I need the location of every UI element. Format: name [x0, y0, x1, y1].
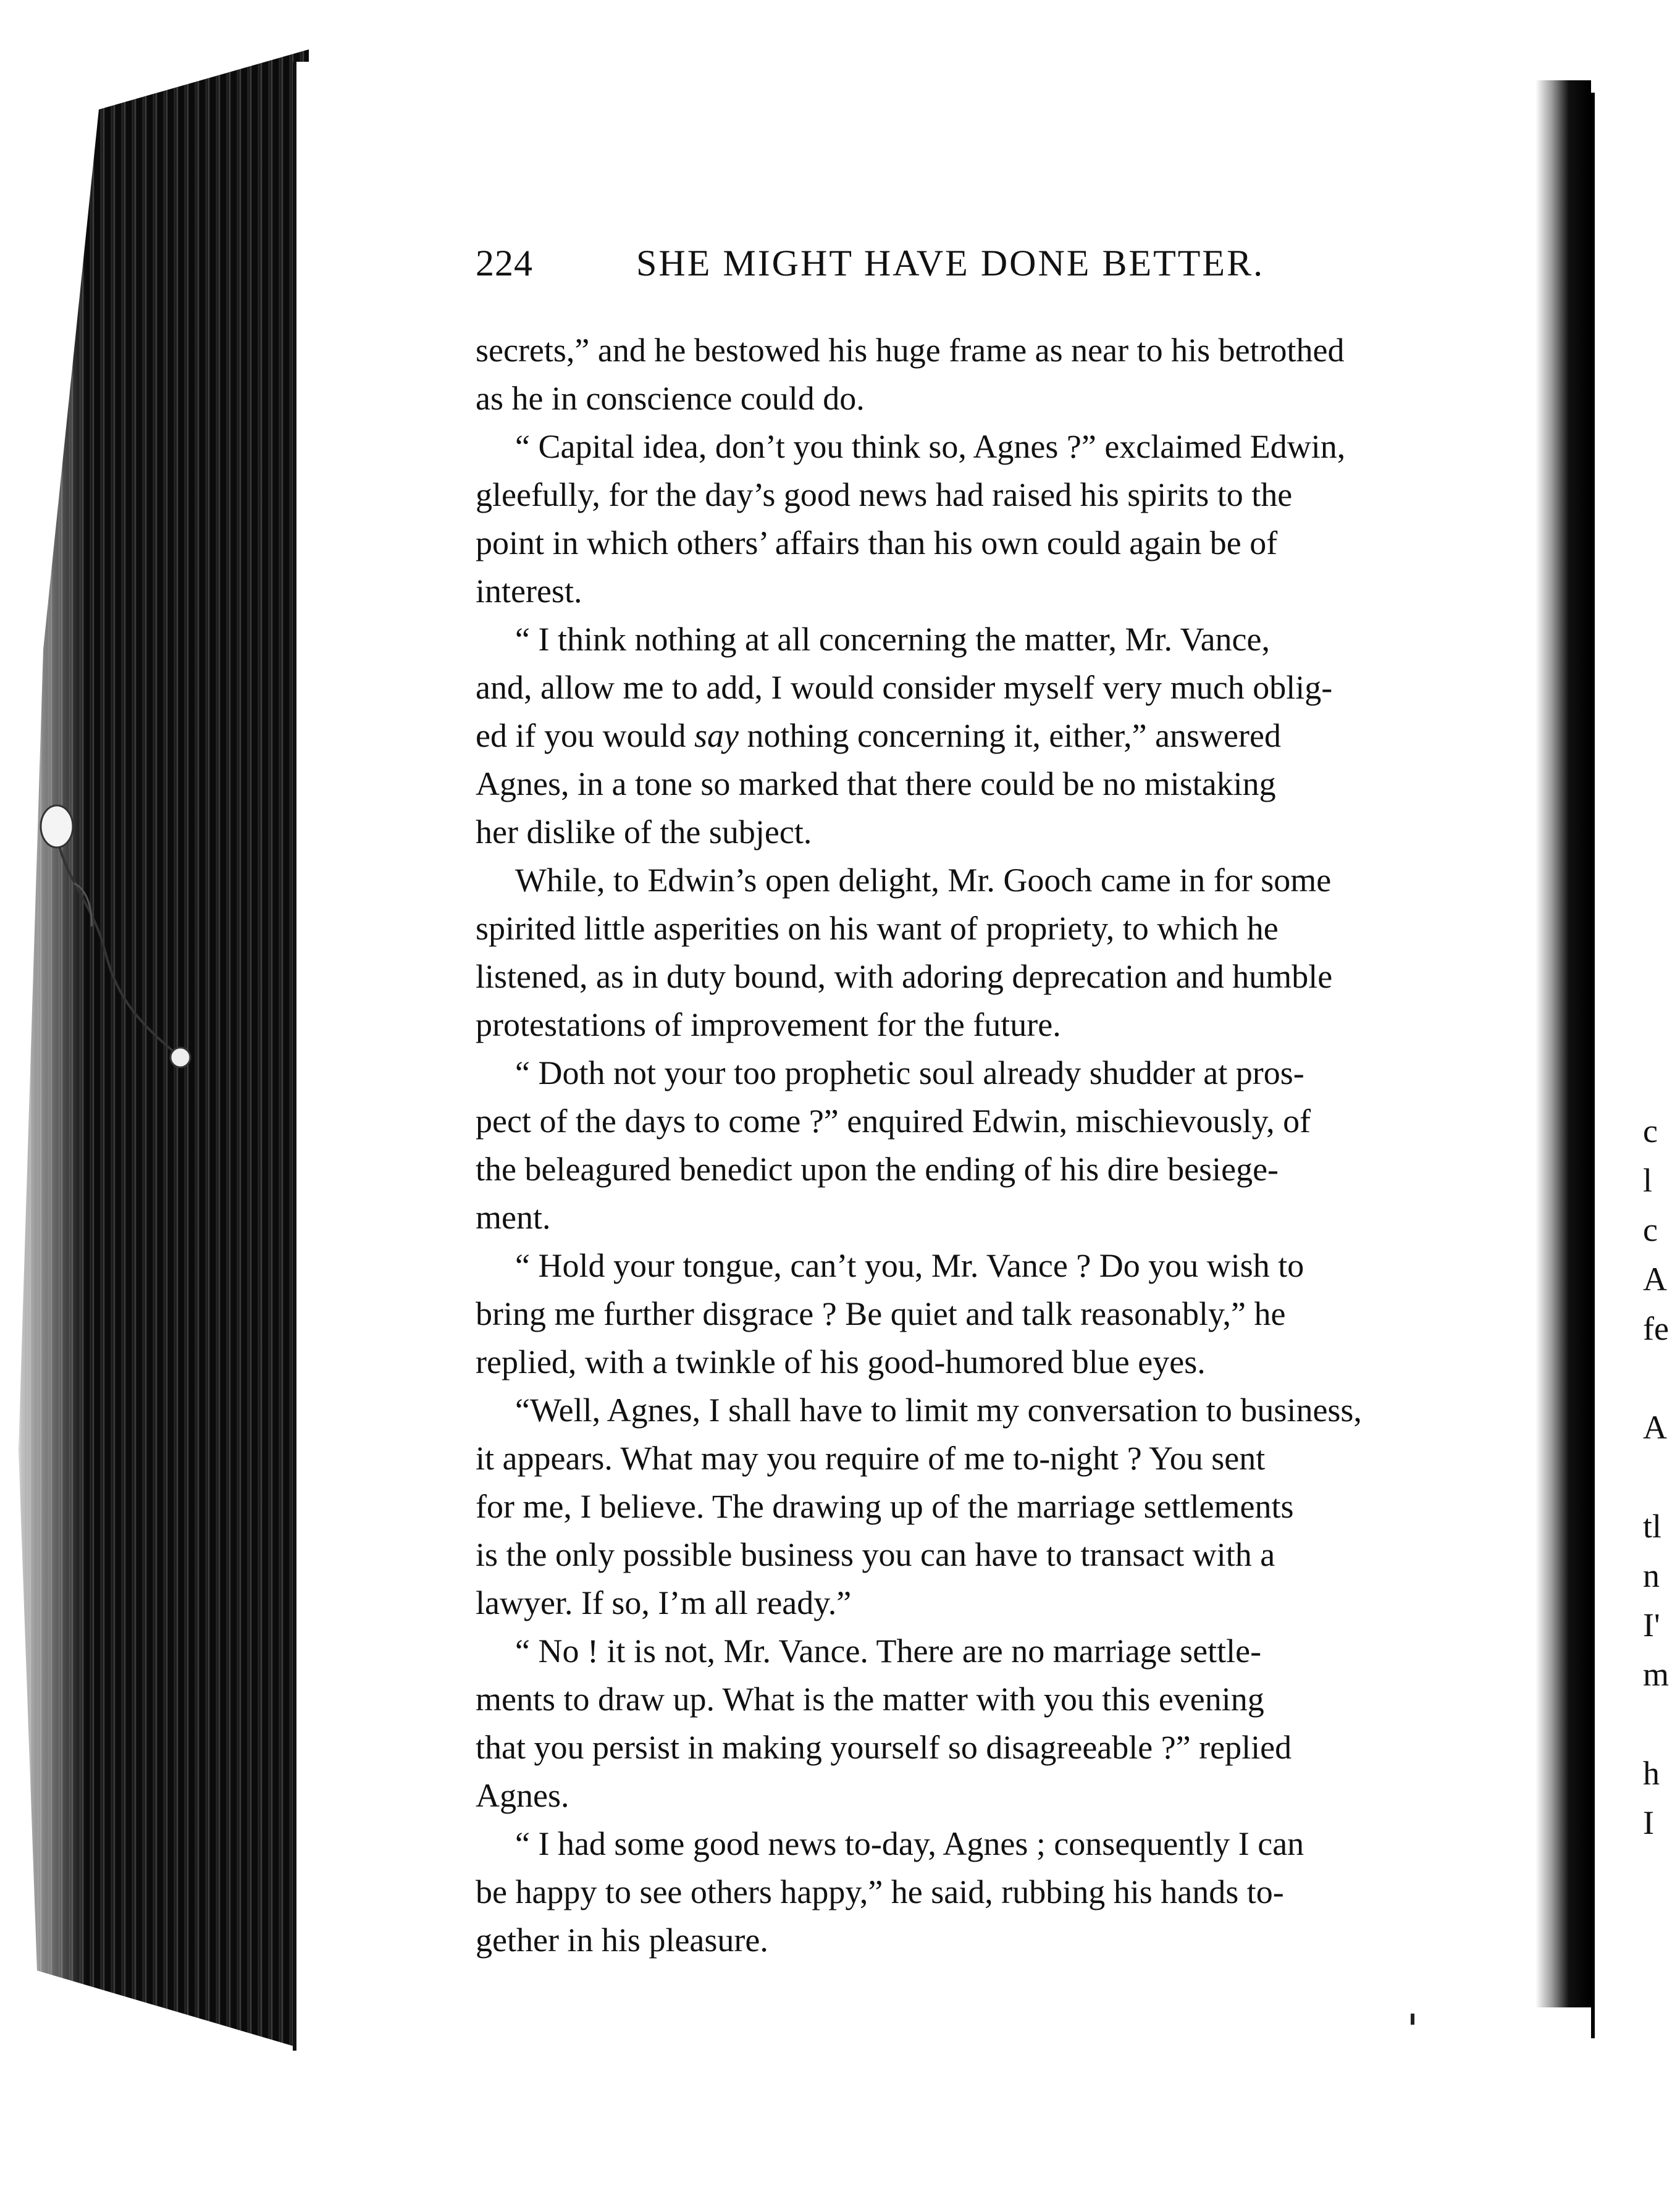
paragraph [476, 422, 1501, 615]
next-page-fragment: fe [1643, 1310, 1669, 1347]
next-page-fragment: c [1643, 1112, 1658, 1149]
next-page-fragment: A [1643, 1261, 1667, 1298]
edge-fade [0, 0, 86, 2189]
next-page-fragment: tl [1643, 1508, 1662, 1545]
text-line: be happy to see others happy,” he said, rubbing his hands to- [476, 1873, 1284, 1910]
text-line: the beleagured benedict upon the ending of his dire besiege- [476, 1151, 1279, 1188]
text-line: secrets,” and he bestowed his huge frame as near to his betrothed [476, 332, 1345, 369]
next-page-fragment: c [1643, 1211, 1658, 1248]
next-page-fragment: h [1643, 1755, 1660, 1792]
text-line: her dislike of the subject. [476, 813, 812, 851]
next-page-edge [1591, 93, 1680, 2038]
text-line: “ Doth not your too prophetic soul already shudder at pros- [515, 1054, 1304, 1091]
text-line: listened, as in duty bound, with adoring deprecation and humble [476, 958, 1333, 995]
text-line: replied, with a twinkle of his good-humored blue eyes. [476, 1343, 1206, 1380]
text-line: “Well, Agnes, I shall have to limit my conversation to business, [515, 1392, 1362, 1429]
text-line: ments to draw up. What is the matter with you this evening [476, 1681, 1264, 1718]
running-head [476, 242, 1359, 292]
text-line: interest. [476, 573, 582, 610]
text-line: point in which others’ affairs than his own could again be of [476, 524, 1278, 561]
text-line: lawyer. If so, I’m all ready.” [476, 1584, 852, 1621]
printer-mark [1411, 2014, 1414, 2025]
next-page-fragment: I' [1643, 1607, 1660, 1644]
next-page-fragment: l [1643, 1162, 1653, 1199]
next-page-fragment: m [1643, 1656, 1670, 1693]
dried-sprig-image [19, 803, 216, 1087]
text-line: spirited little asperities on his want of propriety, to which he [476, 910, 1279, 947]
text-line: “ I had some good news to-day, Agnes ; consequently I can [515, 1825, 1304, 1862]
text-line: pect of the days to come ?” enquired Edwin, mischievously, of [476, 1103, 1311, 1140]
next-page-fragment: A [1643, 1409, 1667, 1446]
text-line: “ I think nothing at all concerning the matter, Mr. Vance, [515, 621, 1270, 658]
text-line: that you persist in making yourself so disagreeable ?” replied [476, 1729, 1292, 1766]
next-page-fragment: n [1643, 1557, 1660, 1594]
paragraph [476, 1049, 1501, 1242]
text-line: ed if you would say nothing concerning it, either,” answered [476, 717, 1281, 754]
paragraph [476, 1386, 1501, 1627]
paragraph [476, 326, 1501, 422]
paragraph [476, 615, 1501, 856]
text-line: Agnes, in a tone so marked that there could be no mistaking [476, 765, 1276, 802]
text-line: and, allow me to add, I would consider myself very much oblig- [476, 669, 1333, 706]
text-line: as he in conscience could do. [476, 380, 865, 417]
page-gutter [1535, 80, 1591, 2007]
text-line: for me, I believe. The drawing up of the marriage settlements [476, 1488, 1294, 1525]
paragraph [476, 856, 1501, 1049]
text-line: bring me further disgrace ? Be quiet and talk reasonably,” he [476, 1295, 1286, 1332]
next-page-fragment: I [1643, 1804, 1654, 1841]
paragraph [476, 1820, 1501, 1964]
body-text [476, 326, 1501, 1964]
text-line: While, to Edwin’s open delight, Mr. Gooch came in for some [515, 862, 1332, 899]
paragraph [476, 1627, 1501, 1820]
text-line: gether in his pleasure. [476, 1922, 768, 1959]
text-line: protestations of improvement for the future. [476, 1006, 1061, 1043]
text-line: Agnes. [476, 1777, 569, 1814]
page-number: 224 [476, 243, 533, 284]
book-title: SHE MIGHT HAVE DONE BETTER. [636, 243, 1265, 284]
text-line: it appears. What may you require of me to-night ? You sent [476, 1440, 1266, 1477]
text-line: gleefully, for the day’s good news had raised his spirits to the [476, 476, 1293, 513]
text-line: “ No ! it is not, Mr. Vance. There are no marriage settle- [515, 1632, 1262, 1670]
text-line: “ Capital idea, don’t you think so, Agnes ?” exclaimed Edwin, [515, 428, 1346, 465]
text-line: is the only possible business you can have to transact with a [476, 1536, 1275, 1573]
text-line: ment. [476, 1199, 551, 1236]
text-line: “ Hold your tongue, can’t you, Mr. Vance ? Do you wish to [515, 1247, 1304, 1284]
paragraph [476, 1242, 1501, 1386]
